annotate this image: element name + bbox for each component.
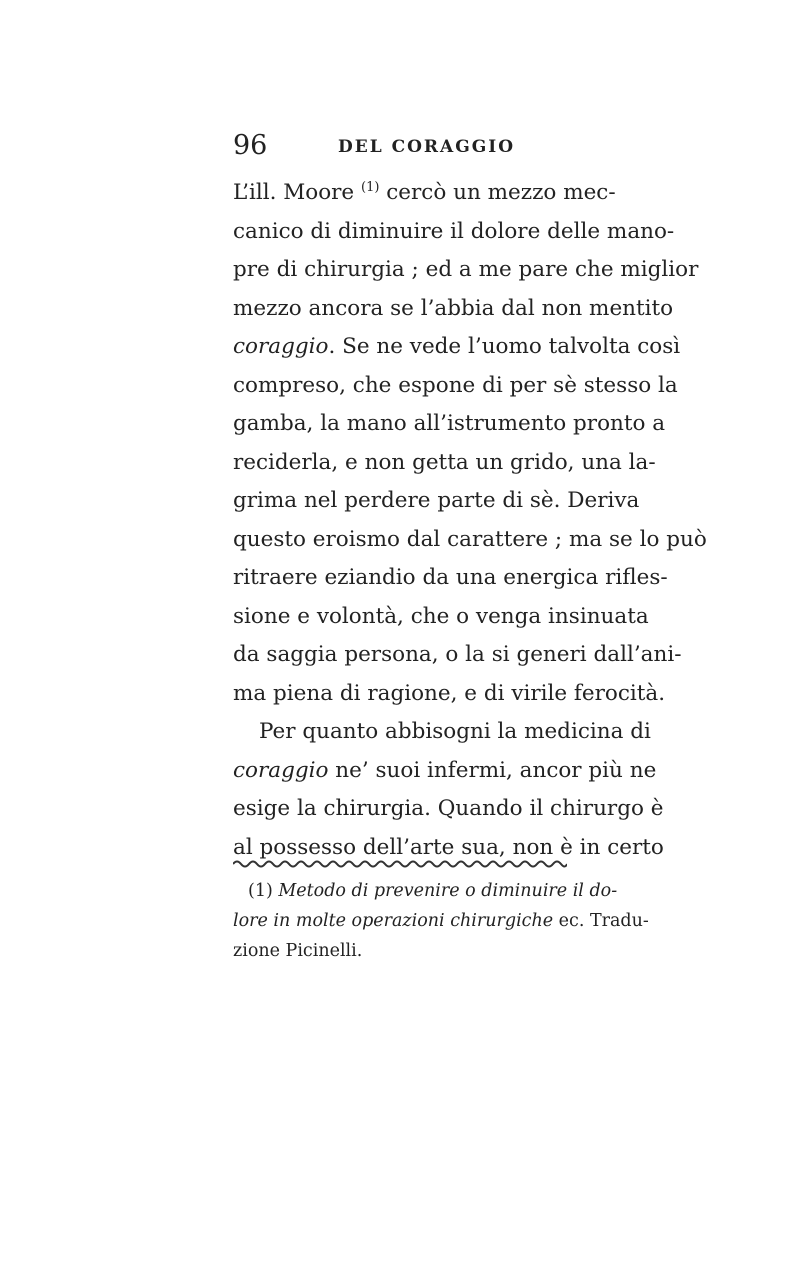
text-line: ma piena di ragione, e di virile ferocità. — [233, 680, 666, 706]
text-line: L’ill. Moore $^{(1)}$ cercò un mezzo mec- — [233, 179, 616, 205]
text-line: al possesso dell’arte sua, non è in certo — [233, 834, 664, 860]
running-head: DEL CORAGGIO — [338, 137, 516, 157]
text-line: coraggio. Se ne vede l’uomo talvolta così — [233, 334, 681, 359]
text-line: gamba, la mano all’istrumento pronto a — [233, 411, 666, 436]
emphasis-word: coraggio — [233, 334, 329, 359]
page-number: 96 — [233, 130, 268, 161]
footnote-reference: (1) — [361, 179, 380, 195]
page-header — [233, 128, 563, 164]
emphasis-word: coraggio — [233, 757, 329, 783]
text-line: coraggio ne’ suoi infermi, ancor più ne — [233, 757, 657, 783]
text-line: esige la chirurgia. Quando il chirurgo è — [233, 796, 664, 821]
text-line: sione e volontà, che o venga insinuata — [233, 603, 649, 629]
footnote-line: (1) Metodo di prevenire o diminuire il do- — [248, 881, 618, 901]
text-line: reciderla, e non getta un grido, una la- — [233, 449, 656, 475]
footnote-marker: (1) — [248, 881, 279, 901]
footnote-line: zione Picinelli. — [233, 941, 363, 961]
text-line: grima nel perdere parte di sè. Deriva — [233, 488, 640, 513]
text-line: Per quanto abbisogni la medicina di — [259, 719, 651, 744]
text-line: questo eroismo dal carattere ; ma se lo può — [233, 526, 707, 552]
text-line: da saggia persona, o la si generi dall’ani- — [233, 642, 682, 667]
text-line: mezzo ancora se l’abbia dal non mentito — [233, 295, 674, 321]
body-text — [233, 174, 707, 867]
wavy-divider — [233, 858, 567, 870]
text-line: canico di diminuire il dolore delle mano- — [233, 218, 675, 244]
footnote — [233, 876, 649, 966]
text-line: pre di chirurgia ; ed a me pare che miglior — [233, 257, 699, 282]
footnote-line: lore in molte operazioni chirurgiche ec. Tradu- — [233, 911, 649, 931]
text-line: compreso, che espone di per sè stesso la — [233, 372, 678, 398]
text-line: ritraere eziandio da una energica rifles- — [233, 565, 668, 590]
